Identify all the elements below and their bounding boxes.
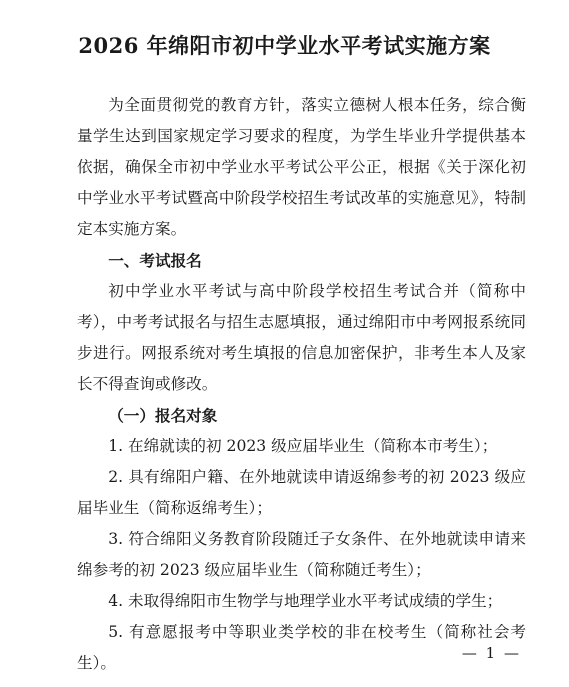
document-body bbox=[77, 90, 526, 679]
eligibility-item-5: 5. 有意愿报考中等职业类学校的非在校考生（简称社会考生）。 bbox=[77, 623, 526, 672]
registration-paragraph: 初中学业水平考试与高中阶段学校招生考试合并（简称中考），中考考试报名与招生志愿填报，通过绵阳市中考网报系统同步进行。网报系统对考生填报的信息加密保护，非考生本人及家长不得查询或修改。 bbox=[77, 282, 526, 393]
intro-paragraph: 为全面贯彻党的教育方针，落实立德树人根本任务，综合衡量学生达到国家规定学习要求的程度，为学生毕业升学提供基本依据，确保全市初中学业水平考试公平公正，根据《关于深化初中学业水平考试暨高中阶段学校招生考试改革的实施意见》，特制定本实施方案。 bbox=[77, 96, 526, 238]
eligibility-item-3: 3. 符合绵阳义务教育阶段随迁子女条件、在外地就读申请来绵参考的初 2023 级应届毕业生（简称随迁考生）； bbox=[77, 530, 526, 579]
section-heading-registration: 一、考试报名 bbox=[108, 251, 202, 270]
eligibility-item-1: 1. 在绵就读的初 2023 级应届毕业生（简称本市考生）； bbox=[108, 437, 498, 455]
eligibility-item-4: 4. 未取得绵阳市生物学与地理学业水平考试成绩的学生； bbox=[108, 592, 503, 610]
document-title: 2026 年绵阳市初中学业水平考试实施方案 bbox=[78, 33, 491, 58]
eligibility-item-2: 2. 具有绵阳户籍、在外地就读申请返绵参考的初 2023 级应届毕业生（简称返绵考生）； bbox=[77, 468, 526, 517]
page-number: — 1 — bbox=[461, 644, 521, 662]
subsection-heading-eligibility: （一）报名对象 bbox=[108, 406, 218, 425]
